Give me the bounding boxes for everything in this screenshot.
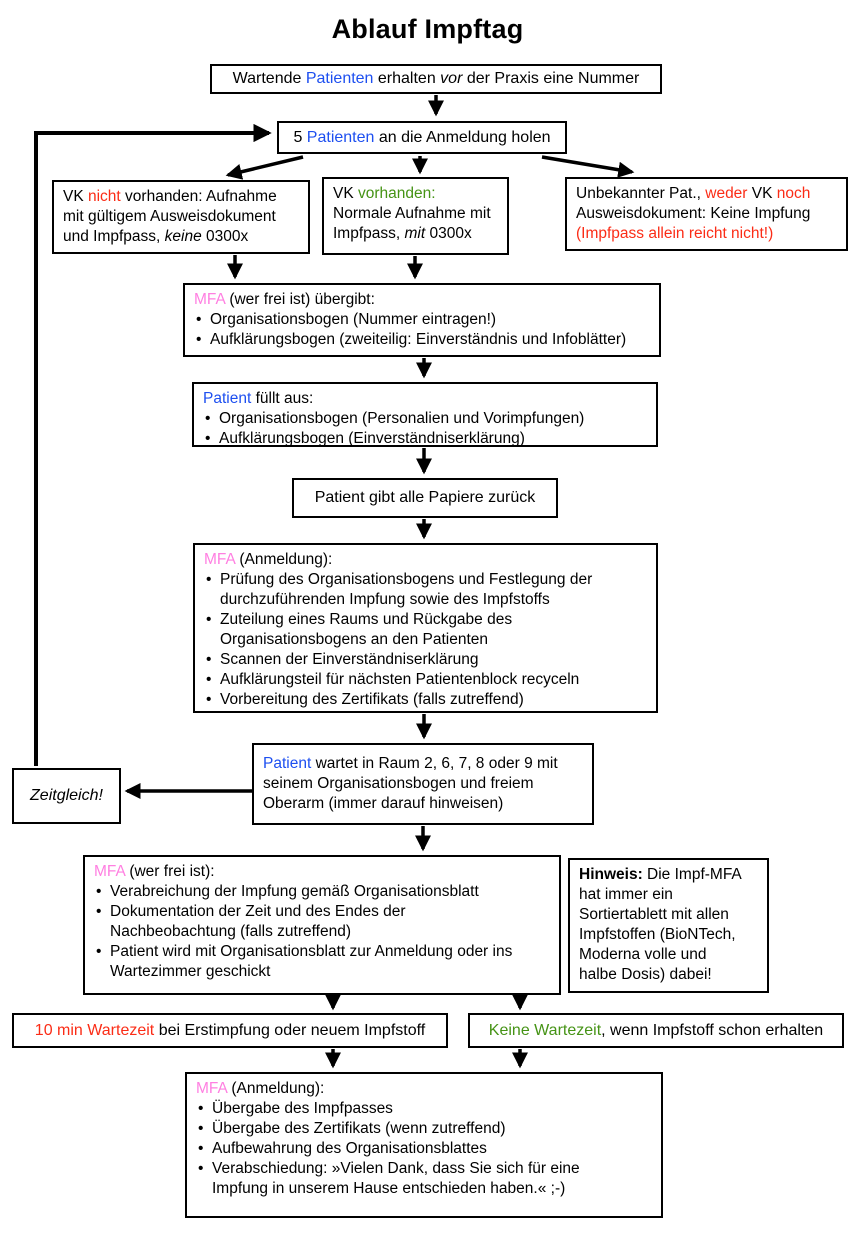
text-segment: seinem Organisationsbogen und freiem bbox=[263, 775, 534, 792]
bullet-text bbox=[220, 650, 647, 670]
bullet-marker: • bbox=[196, 311, 202, 328]
text-segment: nicht bbox=[87, 188, 121, 205]
page-title: Ablauf Impftag bbox=[331, 14, 524, 44]
box-unbekannter-patient bbox=[565, 177, 848, 251]
text-segment: weder bbox=[705, 185, 748, 202]
text-segment: MFA bbox=[204, 551, 236, 568]
bullet-marker: • bbox=[96, 903, 102, 920]
box-hinweis bbox=[568, 858, 769, 993]
box-patient-wartet bbox=[252, 743, 594, 825]
text-segment: bei Erstimpfung oder neuem Impfstoff bbox=[154, 1021, 426, 1039]
box-mfa-wer-frei-bullets bbox=[94, 882, 550, 982]
box-keine-wartezeit-text bbox=[489, 1021, 823, 1041]
text-segment: Impfstoffen (BioNTech, bbox=[579, 926, 736, 943]
text-segment: Vorbereitung des Zertifikats (falls zutreffend) bbox=[220, 691, 524, 708]
box-mfa-uebergibt-bullets bbox=[194, 310, 650, 350]
text-segment: wartet in Raum 2, 6, 7, 8 oder 9 mit bbox=[311, 755, 558, 772]
text-segment: (Anmeldung): bbox=[227, 1080, 325, 1097]
text-segment: VK bbox=[747, 185, 777, 202]
bullet-text bbox=[220, 690, 647, 710]
text-segment: MFA bbox=[194, 291, 226, 308]
text-segment: Verabschiedung: »Vielen Dank, dass Sie sich für eine bbox=[212, 1160, 580, 1177]
bullet-marker: • bbox=[205, 410, 211, 427]
bullet-item bbox=[196, 1119, 652, 1139]
text-segment: Hinweis: bbox=[579, 866, 643, 883]
text-segment: MFA bbox=[196, 1080, 228, 1097]
text-segment: 5 bbox=[293, 128, 307, 146]
bullet-marker: • bbox=[206, 651, 212, 668]
bullet-text bbox=[210, 310, 650, 330]
text-segment: Impfung in unserem Hause entschieden haben.« ;-) bbox=[212, 1180, 566, 1197]
box-fuenf-patienten-text bbox=[293, 128, 550, 148]
text-segment: vorhanden: Aufnahme bbox=[120, 188, 277, 205]
bullet-item bbox=[194, 330, 650, 350]
text-segment: Patient bbox=[263, 755, 312, 772]
text-segment: 0300x bbox=[201, 228, 249, 245]
text-segment: halbe Dosis) dabei! bbox=[579, 966, 712, 983]
text-segment: und Impfpass, bbox=[63, 228, 165, 245]
text-segment: Impfpass, bbox=[333, 225, 405, 242]
arrow-fuenf-to-vk-nicht bbox=[228, 157, 303, 175]
box-zeitgleich bbox=[12, 768, 121, 824]
box-wartezeit-10min-text bbox=[35, 1021, 425, 1041]
box-wartende-patienten bbox=[210, 64, 662, 94]
text-segment: Organisationsbogen (Nummer eintragen!) bbox=[210, 311, 497, 328]
box-mfa-uebergibt-header bbox=[194, 290, 650, 310]
text-segment: durchzuführenden Impfung sowie des Impfstoffs bbox=[220, 591, 550, 608]
box-vk-vorhanden bbox=[322, 177, 509, 255]
box-mfa-wer-frei-header bbox=[94, 862, 550, 882]
text-segment: Übergabe des Zertifikats (wenn zutreffend) bbox=[212, 1120, 506, 1137]
text-segment: MFA bbox=[94, 863, 126, 880]
text-segment: Nachbeobachtung (falls zutreffend) bbox=[110, 923, 351, 940]
box-zeitgleich-text bbox=[30, 786, 103, 806]
text-segment: (wer frei ist) übergibt: bbox=[225, 291, 375, 308]
box-patient-fuellt-aus-header bbox=[203, 389, 647, 409]
box-unbekannter-patient-text bbox=[576, 185, 810, 242]
box-vk-vorhanden-text bbox=[333, 185, 491, 242]
bullet-text bbox=[110, 902, 550, 942]
bullet-text bbox=[110, 882, 550, 902]
box-mfa-abschluss-bullets bbox=[196, 1099, 652, 1199]
text-segment: Patient gibt alle Papiere zurück bbox=[314, 489, 536, 506]
box-wartende-patienten-text bbox=[233, 69, 640, 89]
text-segment: Patienten bbox=[305, 70, 374, 87]
text-segment: (Anmeldung): bbox=[235, 551, 333, 568]
bullet-text bbox=[212, 1099, 652, 1119]
text-segment: Normale Aufnahme mit bbox=[333, 205, 491, 222]
text-segment: erhalten bbox=[373, 70, 441, 87]
text-segment: Aufklärungsteil für nächsten Patientenblock recyceln bbox=[220, 671, 580, 688]
text-segment: Aufbewahrung des Organisationsblattes bbox=[212, 1140, 487, 1157]
text-segment: Wartende bbox=[232, 70, 306, 87]
bullet-text bbox=[212, 1159, 652, 1199]
bullet-item bbox=[196, 1139, 652, 1159]
text-segment: 10 min Wartezeit bbox=[34, 1021, 155, 1039]
text-segment: Dokumentation der Zeit und des Endes der bbox=[110, 903, 406, 920]
bullet-marker: • bbox=[205, 430, 211, 447]
text-segment: Übergabe des Impfpasses bbox=[212, 1100, 393, 1117]
bullet-text bbox=[110, 942, 550, 982]
bullet-item bbox=[204, 690, 647, 710]
text-segment: Patient bbox=[203, 390, 252, 407]
bullet-marker: • bbox=[206, 571, 212, 588]
bullet-item bbox=[203, 409, 647, 429]
text-segment: (wer frei ist): bbox=[125, 863, 215, 880]
bullet-marker: • bbox=[96, 883, 102, 900]
box-mfa-uebergibt bbox=[183, 283, 661, 357]
box-mfa-anmeldung-bullets bbox=[204, 570, 647, 710]
box-patient-fuellt-aus bbox=[192, 382, 658, 447]
bullet-text bbox=[220, 610, 647, 650]
text-segment: Zuteilung eines Raums und Rückgabe des bbox=[220, 611, 513, 628]
text-segment: hat immer ein bbox=[579, 886, 673, 903]
box-mfa-abschluss-header bbox=[196, 1079, 652, 1099]
text-segment: Organisationsbogen (Personalien und Vorimpfungen) bbox=[219, 410, 585, 427]
bullet-text bbox=[212, 1139, 652, 1159]
bullet-marker: • bbox=[198, 1160, 204, 1177]
text-segment: Zeitgleich! bbox=[30, 787, 103, 804]
bullet-marker: • bbox=[198, 1140, 204, 1157]
text-segment: Keine Wartezeit bbox=[488, 1021, 602, 1039]
bullet-marker: • bbox=[96, 943, 102, 960]
box-hinweis-text bbox=[579, 866, 742, 983]
bullet-item bbox=[204, 570, 647, 610]
bullet-text bbox=[219, 429, 647, 449]
text-segment: an die Anmeldung holen bbox=[374, 128, 551, 146]
bullet-marker: • bbox=[196, 331, 202, 348]
text-segment: füllt aus: bbox=[251, 390, 314, 407]
box-patient-fuellt-aus-bullets bbox=[203, 409, 647, 449]
bullet-marker: • bbox=[198, 1100, 204, 1117]
text-segment: mit bbox=[404, 225, 426, 242]
text-segment: Scannen der Einverständniserklärung bbox=[220, 651, 479, 668]
text-segment: noch bbox=[776, 185, 811, 202]
text-segment: Prüfung des Organisationsbogens und Festlegung der bbox=[220, 571, 593, 588]
text-segment: Ausweisdokument: Keine Impfung bbox=[576, 205, 811, 222]
bullet-item bbox=[94, 902, 550, 942]
arrow-fuenf-to-unbekannt bbox=[542, 157, 632, 172]
text-segment: Oberarm (immer darauf hinweisen) bbox=[263, 795, 504, 812]
text-segment: keine bbox=[164, 228, 202, 245]
bullet-marker: • bbox=[198, 1120, 204, 1137]
text-segment: Moderna volle und bbox=[579, 946, 707, 963]
box-mfa-anmeldung-header bbox=[204, 550, 647, 570]
text-segment: Die Impf-MFA bbox=[642, 866, 742, 883]
text-segment: vor bbox=[440, 70, 463, 87]
text-segment: Verabreichung der Impfung gemäß Organisationsblatt bbox=[110, 883, 479, 900]
text-segment: (Impfpass allein reicht nicht!) bbox=[576, 225, 774, 242]
text-segment: Wartezimmer geschickt bbox=[110, 963, 271, 980]
bullet-text bbox=[220, 670, 647, 690]
box-patient-wartet-text bbox=[263, 755, 558, 812]
text-segment: Unbekannter Pat., bbox=[576, 185, 706, 202]
bullet-text bbox=[212, 1119, 652, 1139]
text-segment: Aufklärungsbogen (Einverständniserklärung) bbox=[219, 430, 525, 447]
text-segment: der Praxis eine Nummer bbox=[462, 70, 640, 87]
bullet-item bbox=[196, 1159, 652, 1199]
text-segment: Organisationsbogens an den Patienten bbox=[220, 631, 489, 648]
bullet-item bbox=[203, 429, 647, 449]
text-segment: VK bbox=[333, 185, 358, 202]
bullet-marker: • bbox=[206, 611, 212, 628]
box-fuenf-patienten bbox=[277, 121, 567, 154]
box-keine-wartezeit bbox=[468, 1013, 844, 1048]
box-papiere-zurueck bbox=[292, 478, 558, 518]
text-segment: Sortiertablett mit allen bbox=[579, 906, 729, 923]
bullet-item bbox=[94, 882, 550, 902]
bullet-marker: • bbox=[206, 691, 212, 708]
box-wartezeit-10min bbox=[12, 1013, 448, 1048]
text-segment: 0300x bbox=[425, 225, 472, 242]
text-segment: , wenn Impfstoff schon erhalten bbox=[601, 1021, 824, 1039]
box-vk-nicht-vorhanden-text bbox=[63, 188, 277, 245]
bullet-item bbox=[94, 942, 550, 982]
bullet-text bbox=[220, 570, 647, 610]
bullet-text bbox=[219, 409, 647, 429]
text-segment: Aufklärungsbogen (zweiteilig: Einverständnis und Infoblätter) bbox=[210, 331, 627, 348]
box-mfa-anmeldung bbox=[193, 543, 658, 713]
text-segment: Patienten bbox=[306, 128, 375, 146]
text-segment: mit gültigem Ausweisdokument bbox=[63, 208, 276, 225]
text-segment: VK bbox=[63, 188, 88, 205]
box-mfa-abschluss bbox=[185, 1072, 663, 1218]
text-segment: Patient wird mit Organisationsblatt zur Anmeldung oder ins bbox=[110, 943, 513, 960]
bullet-marker: • bbox=[206, 671, 212, 688]
box-mfa-wer-frei bbox=[83, 855, 561, 995]
bullet-text bbox=[210, 330, 650, 350]
bullet-item bbox=[204, 650, 647, 670]
bullet-item bbox=[204, 670, 647, 690]
bullet-item bbox=[194, 310, 650, 330]
box-vk-nicht-vorhanden bbox=[52, 180, 310, 254]
text-segment: vorhanden: bbox=[357, 185, 436, 202]
box-papiere-zurueck-text bbox=[315, 488, 536, 508]
bullet-item bbox=[204, 610, 647, 650]
bullet-item bbox=[196, 1099, 652, 1119]
